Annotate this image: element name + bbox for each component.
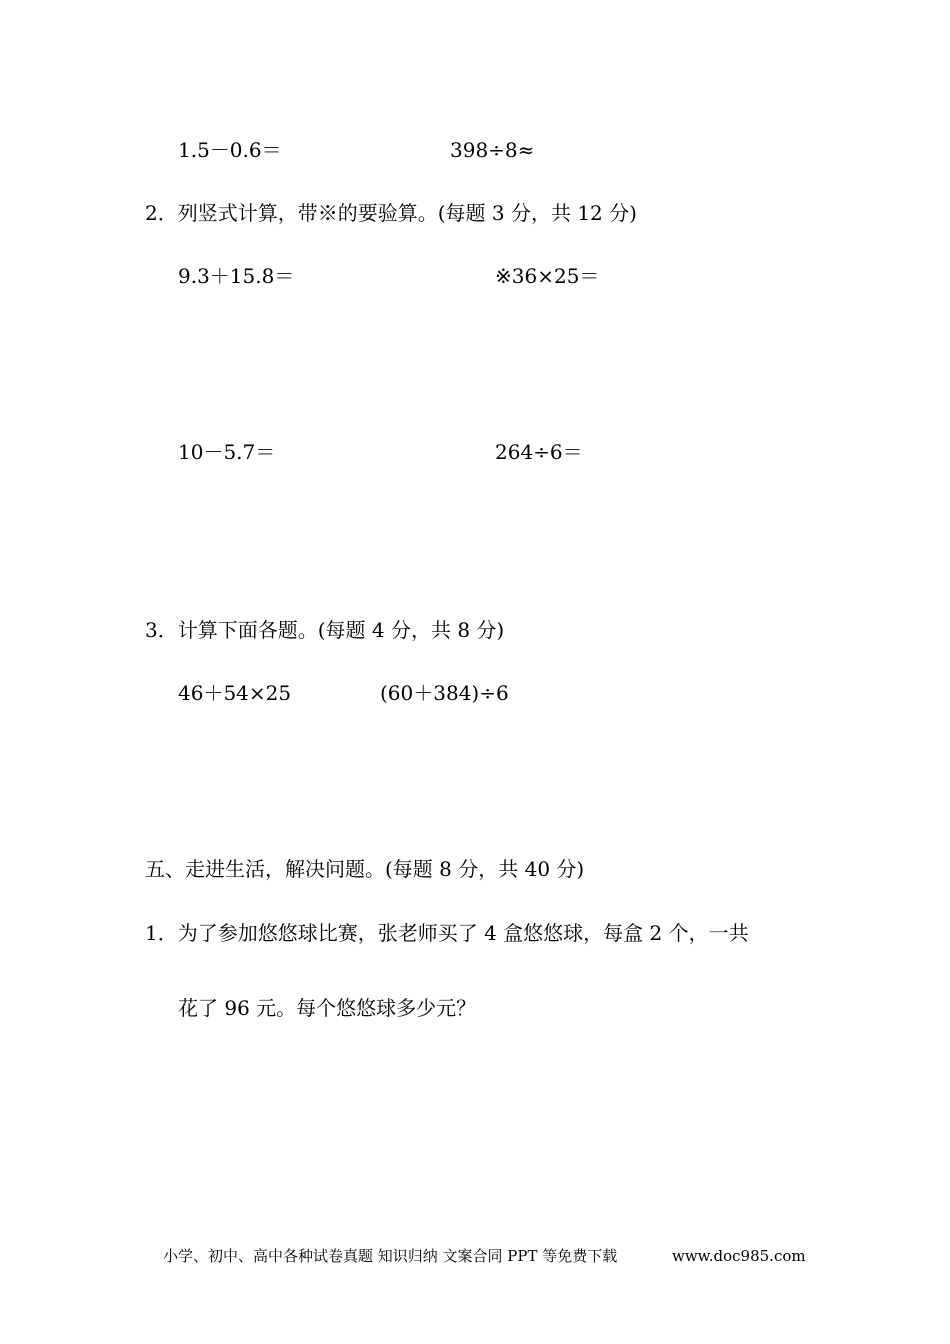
section-5-heading: 五、走进生活，解决问题。(每题 8 分，共 40 分)	[145, 857, 585, 881]
question-2-title: 2．列竖式计算，带※的要验算。(每题 3 分，共 12 分)	[145, 201, 637, 225]
expr-264-div-6: 264÷6＝	[495, 440, 583, 464]
footer-text: 小学、初中、高中各种试卷真题 知识归纳 文案合同 PPT 等免费下载	[163, 1247, 618, 1265]
expr-36-times-25: ※36×25＝	[495, 264, 600, 288]
problem-1-line-1: 1．为了参加悠悠球比赛，张老师买了 4 盒悠悠球，每盒 2 个，一共	[145, 921, 749, 945]
expr-10-minus-5-7: 10－5.7＝	[178, 440, 276, 464]
expr-46-plus-54-times-25: 46＋54×25	[178, 681, 292, 705]
footer-url: www.doc985.com	[672, 1247, 806, 1265]
expr-1-5-minus-0-6: 1.5－0.6＝	[178, 138, 282, 162]
expr-9-3-plus-15-8: 9.3＋15.8＝	[178, 264, 295, 288]
expr-398-div-8: 398÷8≈	[450, 138, 535, 162]
problem-1-line-2: 花了 96 元。每个悠悠球多少元？	[178, 996, 477, 1020]
expr-60-plus-384-div-6: (60＋384)÷6	[380, 681, 509, 705]
question-3-title: 3．计算下面各题。(每题 4 分，共 8 分)	[145, 618, 505, 642]
